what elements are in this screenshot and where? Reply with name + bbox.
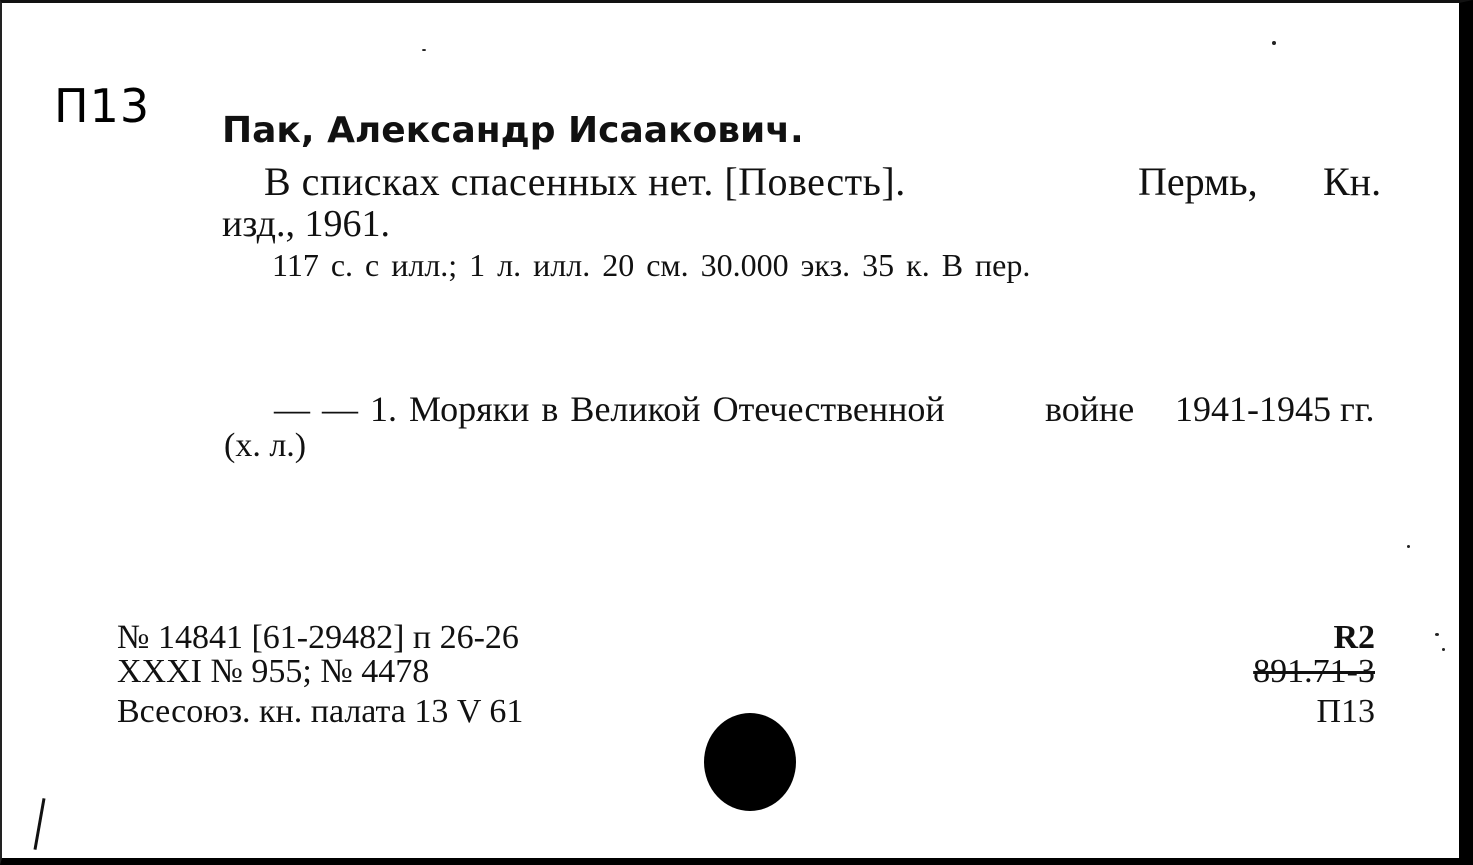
dust-speck: [1435, 633, 1439, 636]
title-place: Пермь,: [1138, 159, 1258, 204]
collation-line: 117 с. с илл.; 1 л. илл. 20 см. 30.000 экз. 35 к. В пер.: [272, 247, 1031, 283]
registry-line-2: XXXI № 955; № 4478: [117, 653, 430, 690]
classification-code-udc: 891.71-3: [1253, 653, 1375, 690]
dust-speck: [1407, 545, 1410, 548]
subject-heading: — — 1. Моряки в Великой Отечественной: [274, 389, 945, 429]
handwritten-call-number: П13: [54, 79, 151, 133]
classification-code-author-mark: П13: [1316, 693, 1375, 730]
subject-heading-war: войне: [1045, 389, 1135, 429]
pencil-mark: [34, 798, 46, 850]
registry-line-1: № 14841 [61-29482] п 26-26: [117, 619, 519, 656]
dust-speck: [1272, 41, 1276, 45]
registry-line-3: Всесоюз. кн. палата 13 V 61: [117, 693, 524, 730]
author-heading: Пак, Александр Исаакович.: [222, 110, 804, 151]
classification-code-r2: R2: [1333, 619, 1375, 656]
subject-heading-continuation: (х. л.): [224, 427, 307, 464]
title-line: В списках спасенных нет. [Повесть].: [264, 159, 906, 204]
dust-speck: [422, 49, 426, 51]
title-publisher: Кн.: [1323, 159, 1382, 204]
imprint-line: изд., 1961.: [222, 203, 390, 245]
subject-heading-years: 1941-1945 гг.: [1175, 389, 1375, 429]
dust-speck: [1442, 648, 1445, 651]
punch-hole: [704, 713, 796, 811]
